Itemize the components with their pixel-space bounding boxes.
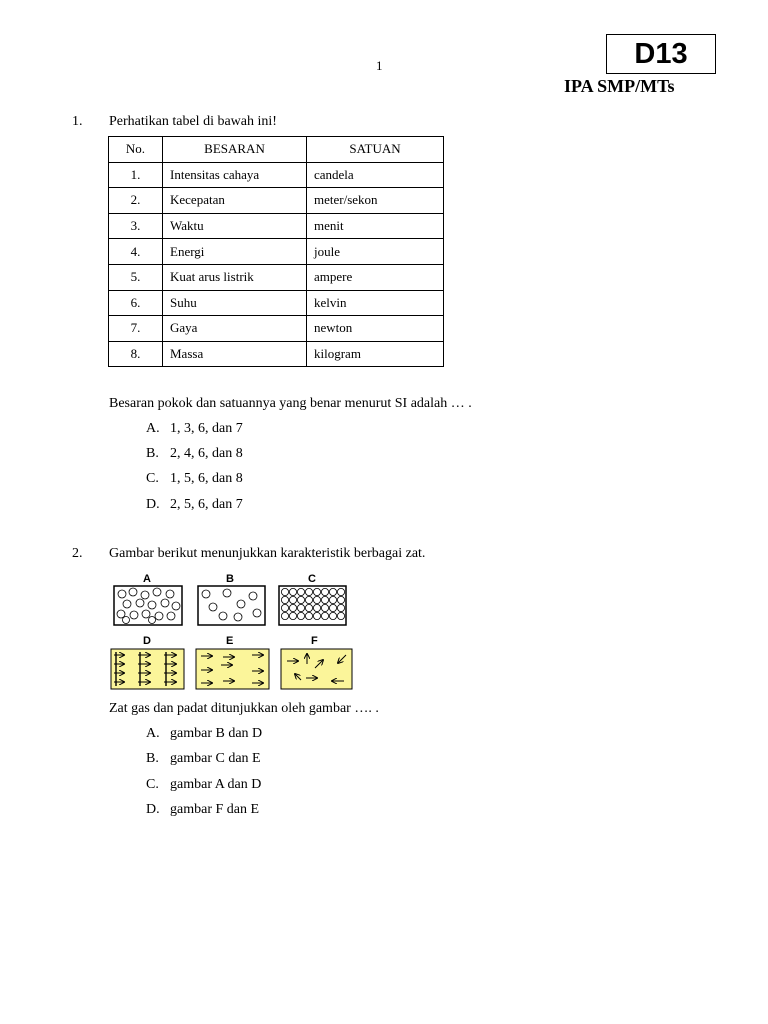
row-no: 8. <box>109 341 163 367</box>
option-letter: B. <box>146 446 159 461</box>
row-quantity: Kecepatan <box>163 188 307 214</box>
option-text: 2, 5, 6, dan 7 <box>170 497 243 512</box>
option-letter: D. <box>146 802 160 817</box>
question-1-number: 1. <box>72 114 83 129</box>
q2-option-c[interactable] <box>146 777 261 793</box>
option-letter: A. <box>146 726 160 741</box>
question-1-stem: Besaran pokok dan satuannya yang benar menurut SI adalah … . <box>109 396 472 411</box>
row-no: 4. <box>109 239 163 265</box>
subject-title: IPA SMP/MTs <box>564 76 675 96</box>
row-quantity: Kuat arus listrik <box>163 264 307 290</box>
motion-box-d <box>111 649 184 689</box>
row-no: 5. <box>109 264 163 290</box>
row-no: 1. <box>109 162 163 188</box>
row-no: 6. <box>109 290 163 316</box>
row-unit: meter/sekon <box>307 188 444 214</box>
row-unit: joule <box>307 239 444 265</box>
option-letter: C. <box>146 471 159 486</box>
table-header-quantity: BESARAN <box>163 137 307 163</box>
figure-label-e: E <box>226 635 234 647</box>
option-text: gambar A dan D <box>170 777 262 792</box>
figure-label-f: F <box>311 635 318 647</box>
option-text: gambar B dan D <box>170 726 263 741</box>
option-text: 2, 4, 6, dan 8 <box>170 446 243 461</box>
row-unit: candela <box>307 162 444 188</box>
question-1-prompt: Perhatikan tabel di bawah ini! <box>109 114 277 129</box>
row-no: 7. <box>109 316 163 342</box>
row-quantity: Intensitas cahaya <box>163 162 307 188</box>
row-quantity: Waktu <box>163 213 307 239</box>
option-text: 1, 3, 6, dan 7 <box>170 421 243 436</box>
row-unit: menit <box>307 213 444 239</box>
row-quantity: Gaya <box>163 316 307 342</box>
table-header-unit: SATUAN <box>307 137 444 163</box>
option-letter: A. <box>146 421 160 436</box>
figure-label-d: D <box>143 635 151 647</box>
row-no: 3. <box>109 213 163 239</box>
row-unit: kilogram <box>307 341 444 367</box>
row-no: 2. <box>109 188 163 214</box>
paper-code-box: D13 <box>606 34 716 74</box>
option-letter: C. <box>146 777 159 792</box>
row-unit: newton <box>307 316 444 342</box>
row-quantity: Energi <box>163 239 307 265</box>
motion-box-f <box>281 649 352 689</box>
figure-label-c: C <box>308 573 316 585</box>
motion-box-e <box>196 649 269 689</box>
page-number: 1 <box>376 58 383 73</box>
q2-option-d[interactable] <box>146 802 259 818</box>
table-header-no: No. <box>109 137 163 163</box>
row-unit: ampere <box>307 264 444 290</box>
option-text: gambar C dan E <box>170 751 261 766</box>
option-letter: B. <box>146 751 159 766</box>
question-2-number: 2. <box>72 546 83 561</box>
figure-label-b: B <box>226 573 234 585</box>
particle-box-c <box>279 586 346 625</box>
question-2-prompt: Gambar berikut menunjukkan karakteristik berbagai zat. <box>109 546 426 561</box>
row-quantity: Massa <box>163 341 307 367</box>
option-text: gambar F dan E <box>170 802 260 817</box>
q2-option-b[interactable] <box>146 751 261 767</box>
particle-box-b <box>198 586 265 625</box>
particle-box-a <box>114 586 182 625</box>
option-text: 1, 5, 6, dan 8 <box>170 471 243 486</box>
row-quantity: Suhu <box>163 290 307 316</box>
question-2-stem: Zat gas dan padat ditunjukkan oleh gambar …. . <box>109 701 379 716</box>
row-unit: kelvin <box>307 290 444 316</box>
figure-label-a: A <box>143 573 151 585</box>
option-letter: D. <box>146 497 160 512</box>
q2-option-a[interactable] <box>146 726 262 742</box>
